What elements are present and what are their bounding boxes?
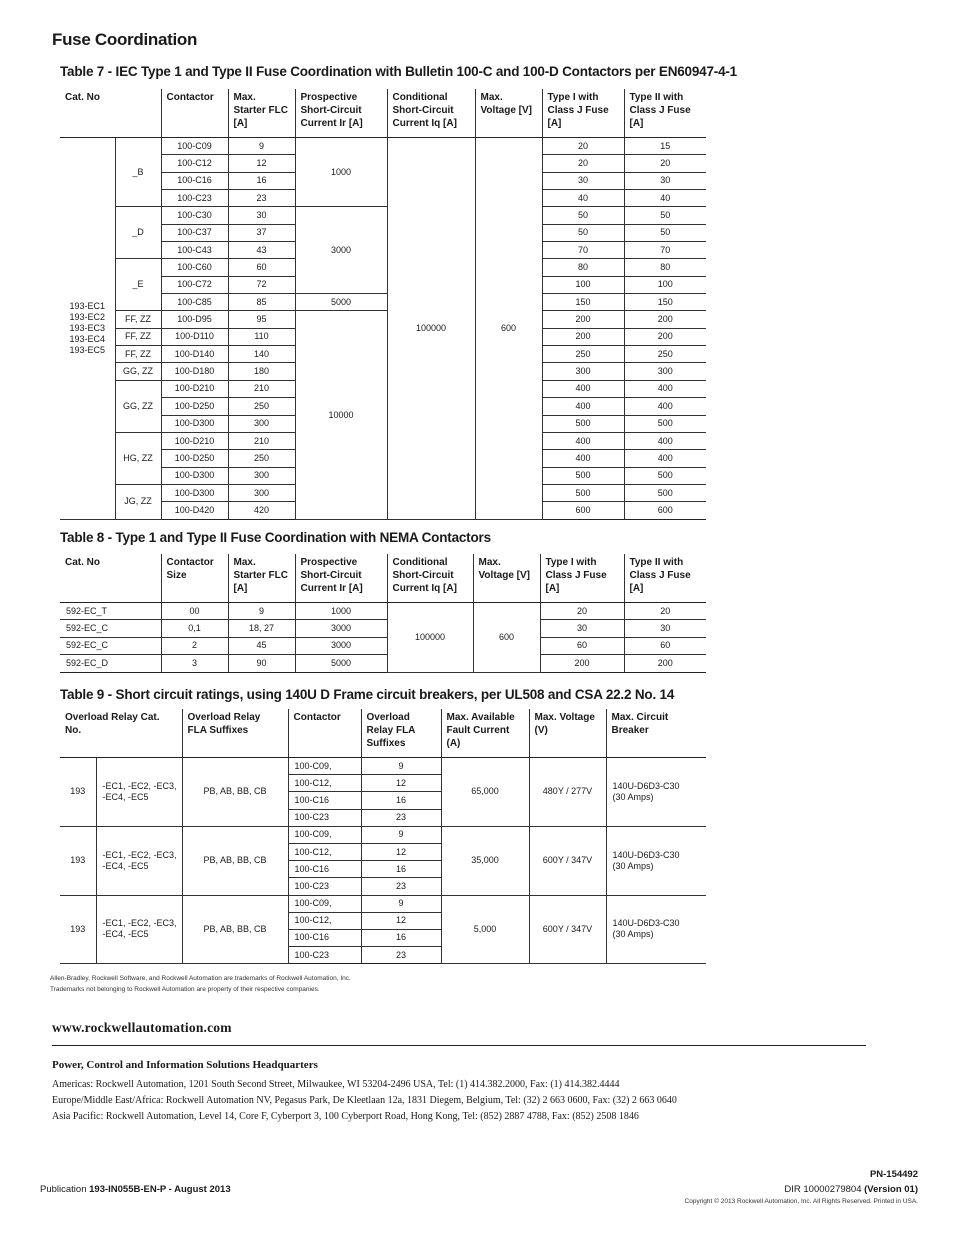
- type2-fuse-cell: 40: [624, 190, 706, 207]
- flc-cell: 110: [228, 328, 295, 345]
- type1-fuse-cell: 70: [542, 242, 624, 259]
- fault-current-cell: 5,000: [441, 895, 529, 964]
- type2-fuse-cell: 500: [624, 484, 706, 501]
- fla-suffixes-cell: PB, AB, BB, CB: [182, 826, 288, 895]
- address-asia-pacific: Asia Pacific: Rockwell Automation, Level 14, Core F, Cyberport 3, 100 Cyberport Road, Hong Kong, Tel: (852) 2887 4788, Fax: (852) 2508 1846: [52, 1111, 639, 1122]
- relay-models-cell: -EC1, -EC2, -EC3, -EC4, -EC5: [96, 758, 182, 827]
- type2-fuse-cell: 400: [624, 432, 706, 449]
- prospective-cell: 1000: [295, 603, 387, 620]
- type1-fuse-cell: 600: [542, 502, 624, 519]
- fault-current-cell: 65,000: [441, 758, 529, 827]
- flc-cell: 180: [228, 363, 295, 380]
- contactor-cell: 100-C60: [161, 259, 228, 276]
- publication-code: 193-IN055B-EN-P - August 2013: [89, 1184, 231, 1195]
- suffix-cell: _B: [115, 138, 161, 207]
- type1-fuse-cell: 300: [542, 363, 624, 380]
- column-header: Contactor Size: [161, 554, 228, 603]
- trademark-notes: [50, 973, 351, 995]
- relay-cat-cell: 193: [60, 895, 96, 964]
- flc-cell: 250: [228, 398, 295, 415]
- relay-fla-cell: 16: [361, 929, 441, 946]
- type2-fuse-cell: 20: [624, 155, 706, 172]
- type1-fuse-cell: 250: [542, 346, 624, 363]
- size-cell: 0,1: [161, 620, 228, 637]
- website-link[interactable]: www.rockwellautomation.com: [52, 1020, 232, 1035]
- suffix-cell: FF, ZZ: [115, 346, 161, 363]
- column-header: Conditional Short-Circuit Current Iq [A]: [387, 89, 475, 138]
- flc-cell: 9: [228, 603, 295, 620]
- prospective-cell: 1000: [295, 138, 387, 207]
- flc-cell: 300: [228, 484, 295, 501]
- relay-fla-cell: 9: [361, 826, 441, 843]
- cat-no-cell: 592-EC_D: [60, 655, 161, 672]
- type2-fuse-cell: 600: [624, 502, 706, 519]
- contactor-cell: 100-C23: [161, 190, 228, 207]
- column-header: Max. Voltage [V]: [475, 89, 542, 138]
- type1-fuse-cell: 400: [542, 450, 624, 467]
- relay-fla-cell: 23: [361, 947, 441, 964]
- column-header: Prospective Short-Circuit Current Ir [A]: [295, 554, 387, 603]
- flc-cell: 90: [228, 655, 295, 672]
- type2-fuse-cell: 500: [624, 467, 706, 484]
- flc-cell: 300: [228, 415, 295, 432]
- table-row: [60, 826, 706, 843]
- table-row: [60, 620, 706, 637]
- type2-fuse-cell: 200: [624, 311, 706, 328]
- type2-fuse-cell: 50: [624, 224, 706, 241]
- hq-addresses: [52, 1077, 677, 1125]
- relay-cat-cell: 193: [60, 758, 96, 827]
- relay-fla-cell: 23: [361, 809, 441, 826]
- column-header: Type II with Class J Fuse [A]: [624, 554, 706, 603]
- contactor-cell: 100-D180: [161, 363, 228, 380]
- contactor-cell: 100-D300: [161, 484, 228, 501]
- column-header: Overload Relay FLA Suffixes: [361, 709, 441, 758]
- page-title: Fuse Coordination: [52, 30, 198, 49]
- type1-fuse-cell: 20: [540, 603, 624, 620]
- flc-cell: 210: [228, 380, 295, 397]
- suffix-cell: FF, ZZ: [115, 311, 161, 328]
- type2-fuse-cell: 400: [624, 450, 706, 467]
- column-header: Max. Circuit Breaker: [606, 709, 706, 758]
- prospective-cell: 3000: [295, 207, 387, 294]
- trademark-line: Allen-Bradley, Rockwell Software, and Rockwell Automation are trademarks of Rockwell Automation, Inc.: [50, 975, 351, 982]
- flc-cell: 85: [228, 294, 295, 311]
- type1-fuse-cell: 500: [542, 484, 624, 501]
- flc-cell: 420: [228, 502, 295, 519]
- table-row: [60, 895, 706, 912]
- contactor-cell: 100-D110: [161, 328, 228, 345]
- column-header: Max. Starter FLC [A]: [228, 554, 295, 603]
- circuit-breaker-cell: 140U-D6D3-C30 (30 Amps): [606, 826, 706, 895]
- column-header: Cat. No: [60, 89, 161, 138]
- flc-cell: 37: [228, 224, 295, 241]
- copyright: Copyright © 2013 Rockwell Automation, Inc. All Rights Reserved. Printed in USA.: [684, 1198, 918, 1205]
- column-header: Overload Relay FLA Suffixes: [182, 709, 288, 758]
- type2-fuse-cell: 80: [624, 259, 706, 276]
- type1-fuse-cell: 20: [542, 138, 624, 155]
- flc-cell: 250: [228, 450, 295, 467]
- suffix-cell: _E: [115, 259, 161, 311]
- relay-fla-cell: 12: [361, 775, 441, 792]
- column-header: Max. Voltage (V): [529, 709, 606, 758]
- prospective-cell: 10000: [295, 311, 387, 519]
- relay-fla-cell: 16: [361, 861, 441, 878]
- trademark-line: Trademarks not belonging to Rockwell Automation are property of their respective companies.: [50, 986, 320, 993]
- column-header: Overload Relay Cat. No.: [60, 709, 182, 758]
- flc-cell: 9: [228, 138, 295, 155]
- type2-fuse-cell: 400: [624, 398, 706, 415]
- flc-cell: 210: [228, 432, 295, 449]
- max-voltage-cell: 600Y / 347V: [529, 895, 606, 964]
- relay-fla-cell: 23: [361, 878, 441, 895]
- publication-info: [40, 1184, 231, 1195]
- column-header: Type I with Class J Fuse [A]: [540, 554, 624, 603]
- flc-cell: 95: [228, 311, 295, 328]
- type1-fuse-cell: 400: [542, 432, 624, 449]
- prospective-cell: 5000: [295, 294, 387, 311]
- fault-current-cell: 35,000: [441, 826, 529, 895]
- type1-fuse-cell: 400: [542, 398, 624, 415]
- column-header: Type II with Class J Fuse [A]: [624, 89, 706, 138]
- suffix-cell: _D: [115, 207, 161, 259]
- relay-fla-cell: 12: [361, 912, 441, 929]
- contactor-cell: 100-C37: [161, 224, 228, 241]
- relay-fla-cell: 16: [361, 792, 441, 809]
- contactor-cell: 100-D420: [161, 502, 228, 519]
- type2-fuse-cell: 50: [624, 207, 706, 224]
- circuit-breaker-cell: 140U-D6D3-C30 (30 Amps): [606, 895, 706, 964]
- conditional-cell: 100000: [387, 603, 473, 673]
- relay-fla-cell: 9: [361, 758, 441, 775]
- address-americas: Americas: Rockwell Automation, 1201 South Second Street, Milwaukee, WI 53204-2496 USA, Tel: (1) 414.382.2000, Fax: (1) 414.382.4444: [52, 1079, 620, 1090]
- relay-models-cell: -EC1, -EC2, -EC3, -EC4, -EC5: [96, 826, 182, 895]
- flc-cell: 30: [228, 207, 295, 224]
- flc-cell: 12: [228, 155, 295, 172]
- contactor-cell: 100-C23: [288, 947, 361, 964]
- flc-cell: 140: [228, 346, 295, 363]
- table-row: [60, 138, 706, 155]
- table7-caption: Table 7 - IEC Type 1 and Type II Fuse Coordination with Bulletin 100-C and 100-D Contactors per EN60947-4-1: [60, 64, 737, 79]
- type2-fuse-cell: 150: [624, 294, 706, 311]
- type2-fuse-cell: 70: [624, 242, 706, 259]
- hq-title: Power, Control and Information Solutions Headquarters: [52, 1059, 318, 1071]
- contactor-cell: 100-C09,: [288, 895, 361, 912]
- table9: [60, 709, 706, 964]
- contactor-cell: 100-D250: [161, 450, 228, 467]
- contactor-cell: 100-C30: [161, 207, 228, 224]
- suffix-cell: JG, ZZ: [115, 484, 161, 519]
- column-header: Max. Available Fault Current (A): [441, 709, 529, 758]
- column-header: Prospective Short-Circuit Current Ir [A]: [295, 89, 387, 138]
- relay-fla-cell: 9: [361, 895, 441, 912]
- table-row: [60, 637, 706, 654]
- fla-suffixes-cell: PB, AB, BB, CB: [182, 895, 288, 964]
- conditional-cell: 100000: [387, 138, 475, 520]
- max-voltage-cell: 600: [475, 138, 542, 520]
- type1-fuse-cell: 200: [542, 328, 624, 345]
- cat-no-cell: 592-EC_C: [60, 620, 161, 637]
- type2-fuse-cell: 200: [624, 328, 706, 345]
- table-row: [60, 758, 706, 775]
- size-cell: 3: [161, 655, 228, 672]
- prospective-cell: 3000: [295, 637, 387, 654]
- type1-fuse-cell: 30: [542, 172, 624, 189]
- table8: [60, 554, 706, 673]
- contactor-cell: 100-C09,: [288, 758, 361, 775]
- type1-fuse-cell: 150: [542, 294, 624, 311]
- contactor-cell: 100-D140: [161, 346, 228, 363]
- type1-fuse-cell: 60: [540, 637, 624, 654]
- suffix-cell: GG, ZZ: [115, 380, 161, 432]
- type1-fuse-cell: 200: [542, 311, 624, 328]
- table-row: [60, 603, 706, 620]
- flc-cell: 18, 27: [228, 620, 295, 637]
- prospective-cell: 3000: [295, 620, 387, 637]
- type1-fuse-cell: 80: [542, 259, 624, 276]
- flc-cell: 23: [228, 190, 295, 207]
- circuit-breaker-cell: 140U-D6D3-C30 (30 Amps): [606, 758, 706, 827]
- contactor-cell: 100-C12,: [288, 843, 361, 860]
- contactor-cell: 100-C85: [161, 294, 228, 311]
- suffix-cell: FF, ZZ: [115, 328, 161, 345]
- table8-caption: Table 8 - Type 1 and Type II Fuse Coordination with NEMA Contactors: [60, 530, 491, 545]
- contactor-cell: 100-D210: [161, 432, 228, 449]
- fla-suffixes-cell: PB, AB, BB, CB: [182, 758, 288, 827]
- type1-fuse-cell: 200: [540, 655, 624, 672]
- table9-caption: Table 9 - Short circuit ratings, using 140U D Frame circuit breakers, per UL508 and CSA 22.2 No. 14: [60, 687, 675, 702]
- cat-no-cell: 193-EC1 193-EC2 193-EC3 193-EC4 193-EC5: [60, 138, 115, 520]
- table-row: [60, 207, 706, 224]
- relay-fla-cell: 12: [361, 843, 441, 860]
- contactor-cell: 100-C09: [161, 138, 228, 155]
- column-header: Cat. No: [60, 554, 161, 603]
- type1-fuse-cell: 50: [542, 224, 624, 241]
- version: (Version 01): [864, 1184, 918, 1195]
- address-emea: Europe/Middle East/Africa: Rockwell Automation NV, Pegasus Park, De Kleetlaan 12a, 1831 Diegem, Belgium, Tel: (32) 2 663 0600, Fax: (32) 2 663 0640: [52, 1095, 677, 1106]
- size-cell: 2: [161, 637, 228, 654]
- size-cell: 00: [161, 603, 228, 620]
- type2-fuse-cell: 20: [624, 603, 706, 620]
- type2-fuse-cell: 200: [624, 655, 706, 672]
- contactor-cell: 100-D300: [161, 467, 228, 484]
- max-voltage-cell: 600Y / 347V: [529, 826, 606, 895]
- table7: [60, 89, 706, 520]
- contactor-cell: 100-D210: [161, 380, 228, 397]
- table-row: [60, 655, 706, 672]
- type1-fuse-cell: 50: [542, 207, 624, 224]
- relay-models-cell: -EC1, -EC2, -EC3, -EC4, -EC5: [96, 895, 182, 964]
- type2-fuse-cell: 30: [624, 172, 706, 189]
- relay-cat-cell: 193: [60, 826, 96, 895]
- type2-fuse-cell: 250: [624, 346, 706, 363]
- type2-fuse-cell: 300: [624, 363, 706, 380]
- contactor-cell: 100-C12: [161, 155, 228, 172]
- type1-fuse-cell: 400: [542, 380, 624, 397]
- column-header: Max. Starter FLC [A]: [228, 89, 295, 138]
- dir-number: [784, 1184, 918, 1195]
- type2-fuse-cell: 400: [624, 380, 706, 397]
- max-voltage-cell: 600: [473, 603, 540, 673]
- column-header: Contactor: [161, 89, 228, 138]
- type1-fuse-cell: 40: [542, 190, 624, 207]
- part-number: PN-154492: [869, 1169, 918, 1180]
- suffix-cell: HG, ZZ: [115, 432, 161, 484]
- contactor-cell: 100-C09,: [288, 826, 361, 843]
- cat-no-cell: 592-EC_T: [60, 603, 161, 620]
- publication-label: Publication: [40, 1184, 87, 1195]
- column-header: Conditional Short-Circuit Current Iq [A]: [387, 554, 473, 603]
- contactor-cell: 100-C72: [161, 276, 228, 293]
- contactor-cell: 100-C12,: [288, 912, 361, 929]
- table-row: [60, 311, 706, 328]
- type2-fuse-cell: 100: [624, 276, 706, 293]
- max-voltage-cell: 480Y / 277V: [529, 758, 606, 827]
- type1-fuse-cell: 100: [542, 276, 624, 293]
- cat-no-cell: 592-EC_C: [60, 637, 161, 654]
- type2-fuse-cell: 30: [624, 620, 706, 637]
- type1-fuse-cell: 500: [542, 467, 624, 484]
- type1-fuse-cell: 500: [542, 415, 624, 432]
- contactor-cell: 100-C23: [288, 878, 361, 895]
- flc-cell: 60: [228, 259, 295, 276]
- column-header: Max. Voltage [V]: [473, 554, 540, 603]
- type2-fuse-cell: 15: [624, 138, 706, 155]
- contactor-cell: 100-C16: [161, 172, 228, 189]
- contactor-cell: 100-C16: [288, 929, 361, 946]
- contactor-cell: 100-C23: [288, 809, 361, 826]
- flc-cell: 45: [228, 637, 295, 654]
- contactor-cell: 100-D250: [161, 398, 228, 415]
- contactor-cell: 100-C16: [288, 861, 361, 878]
- divider: [52, 1045, 866, 1046]
- flc-cell: 72: [228, 276, 295, 293]
- suffix-cell: GG, ZZ: [115, 363, 161, 380]
- contactor-cell: 100-C43: [161, 242, 228, 259]
- contactor-cell: 100-D95: [161, 311, 228, 328]
- prospective-cell: 5000: [295, 655, 387, 672]
- flc-cell: 16: [228, 172, 295, 189]
- type2-fuse-cell: 60: [624, 637, 706, 654]
- flc-cell: 43: [228, 242, 295, 259]
- contactor-cell: 100-C16: [288, 792, 361, 809]
- type1-fuse-cell: 20: [542, 155, 624, 172]
- contactor-cell: 100-C12,: [288, 775, 361, 792]
- column-header: Contactor: [288, 709, 361, 758]
- dir-code: DIR 10000279804: [784, 1184, 862, 1195]
- type2-fuse-cell: 500: [624, 415, 706, 432]
- column-header: Type I with Class J Fuse [A]: [542, 89, 624, 138]
- flc-cell: 300: [228, 467, 295, 484]
- contactor-cell: 100-D300: [161, 415, 228, 432]
- type1-fuse-cell: 30: [540, 620, 624, 637]
